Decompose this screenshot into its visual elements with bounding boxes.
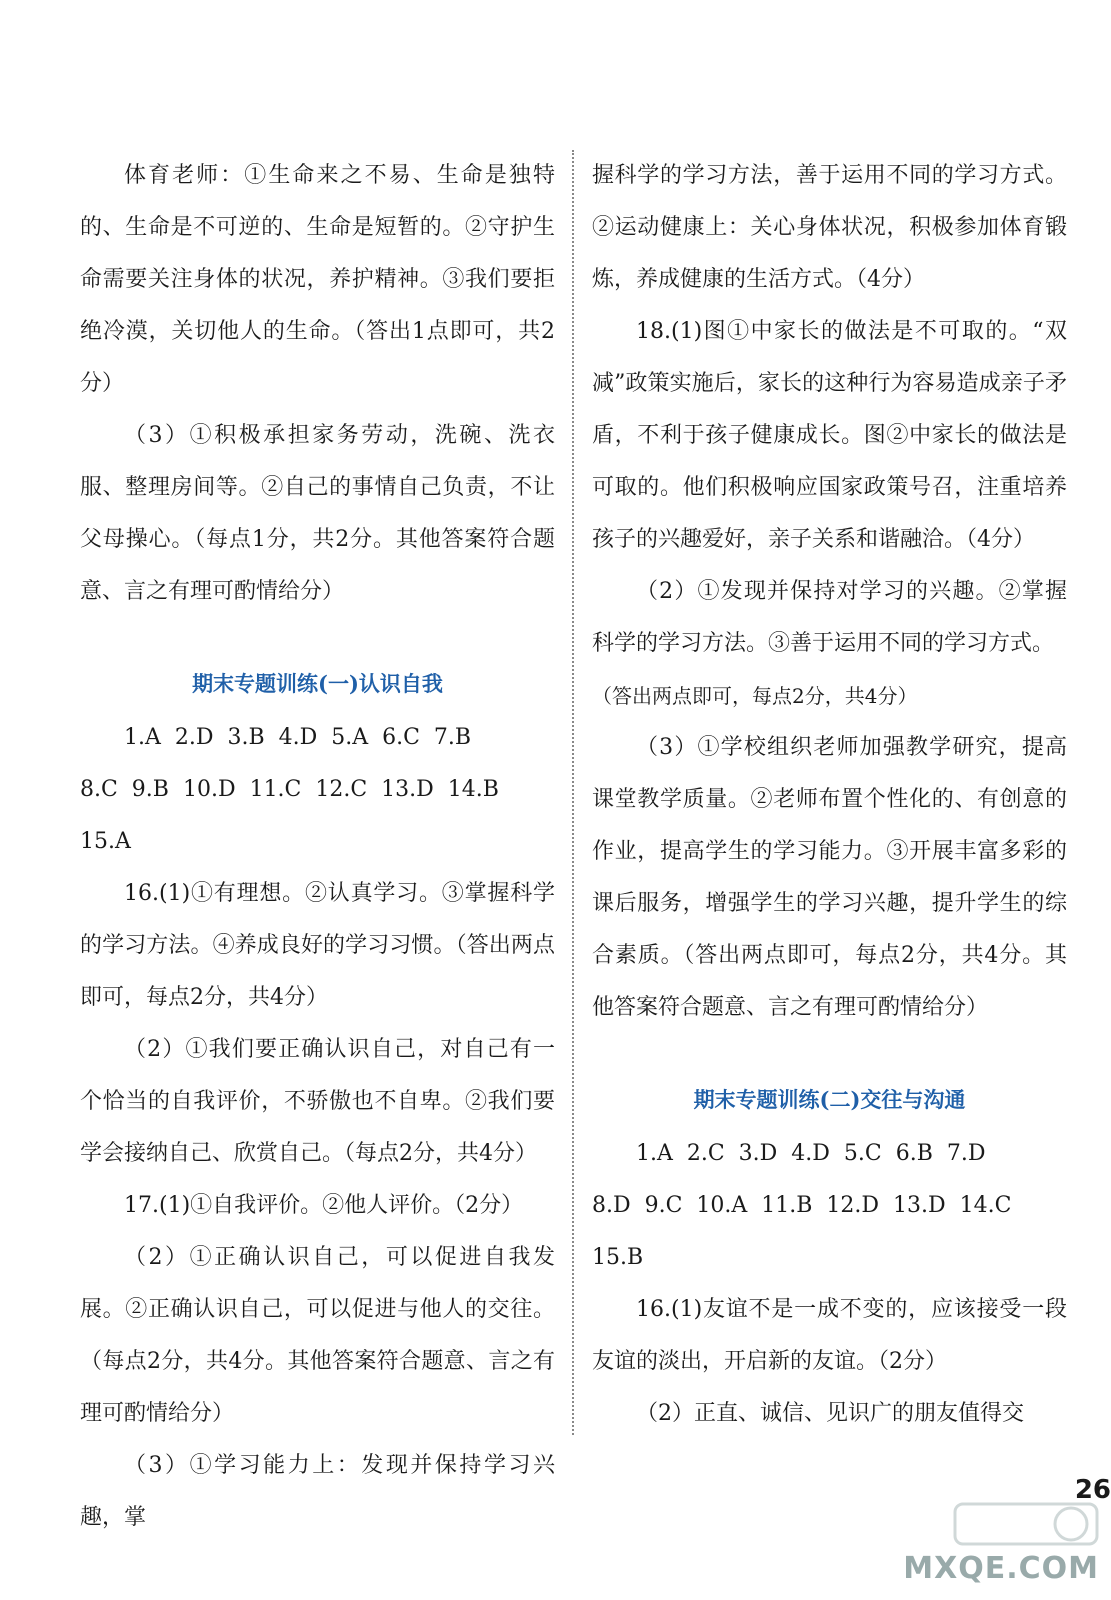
answer-paragraph: 18.(1)图①中家长的做法是不可取的。“双减”政策实施后，家长的这种行为容易造成亲子矛盾，不利于孩子健康成长。图②中家长的做法是可取的。他们积极响应国家政策号召，注重培养孩子的兴趣爱好，亲子关系和谐融洽。（4分） [592,319,1067,552]
mc-answers-row: 8.D 9.C 10.A 11.B 12.D 13.D 14.C [592,1193,1012,1218]
answer-paragraph: （3）①学习能力上：发现并保持学习兴趣，掌 [80,1453,555,1530]
mc-answers-row: 1.A 2.D 3.B 4.D 5.A 6.C 7.B [124,725,472,750]
mc-answers-row: 1.A 2.C 3.D 4.D 5.C 6.B 7.D [636,1141,986,1166]
answer-paragraph: （2）①发现并保持对学习的兴趣。②掌握科学的学习方法。③善于运用不同的学习方式。 [592,579,1067,656]
answer-paragraph: （2）正直、诚信、见识广的朋友值得交 [636,1401,1024,1426]
section-title: 期末专题训练(二)交往与沟通 [693,1087,966,1112]
column-divider [572,150,574,1435]
answer-paragraph: （2）①正确认识自己，可以促进自我发展。②正确认识自己，可以促进与他人的交往。（每点2分，共4分。其他答案符合题意、言之有理可酌情给分） [80,1245,555,1426]
left-column [80,150,555,1544]
watermark-text: MXQE.COM [903,1551,1099,1586]
page-number: 26 [1074,1475,1111,1505]
right-column [592,150,1067,1440]
mc-answers-row: 8.C 9.B 10.D 11.C 12.C 13.D 14.B [80,777,499,802]
answer-paragraph: 16.(1)友谊不是一成不变的，应该接受一段友谊的淡出，开启新的友谊。（2分） [592,1297,1067,1374]
answer-paragraph: 握科学的学习方法，善于运用不同的学习方式。②运动健康上：关心身体状况，积极参加体育锻炼，养成健康的生活方式。（4分） [592,163,1067,292]
answer-paragraph: （3）①积极承担家务劳动，洗碗、洗衣服、整理房间等。②自己的事情自己负责，不让父母操心。（每点1分，共2分。其他答案符合题意、言之有理可酌情给分） [80,423,555,604]
answer-paragraph: （2）①我们要正确认识自己，对自己有一个恰当的自我评价，不骄傲也不自卑。②我们要学会接纳自己、欣赏自己。（每点2分，共4分） [80,1037,555,1166]
mc-answers-row: 15.A [80,829,131,854]
answer-note: （答出两点即可，每点2分，共4分） [592,684,918,708]
section-title: 期末专题训练(一)认识自我 [192,671,443,696]
mc-answers-row: 15.B [592,1245,644,1270]
answer-paragraph: （3）①学校组织老师加强教学研究，提高课堂教学质量。②老师布置个性化的、有创意的作业，提高学生的学习能力。③开展丰富多彩的课后服务，增强学生的学习兴趣，提升学生的综合素质。（答出两点即可，每点2分，共4分。其他答案符合题意、言之有理可酌情给分） [592,735,1067,1020]
answer-paragraph: 17.(1)①自我评价。②他人评价。（2分） [124,1193,524,1218]
answer-paragraph: 体育老师：①生命来之不易、生命是独特的、生命是不可逆的、生命是短暂的。②守护生命需要关注身体的状况，养护精神。③我们要拒绝冷漠，关切他人的生命。（答出1点即可，共2分） [80,163,555,396]
answer-paragraph: 16.(1)①有理想。②认真学习。③掌握科学的学习方法。④养成良好的学习习惯。（答出两点即可，每点2分，共4分） [80,881,555,1010]
